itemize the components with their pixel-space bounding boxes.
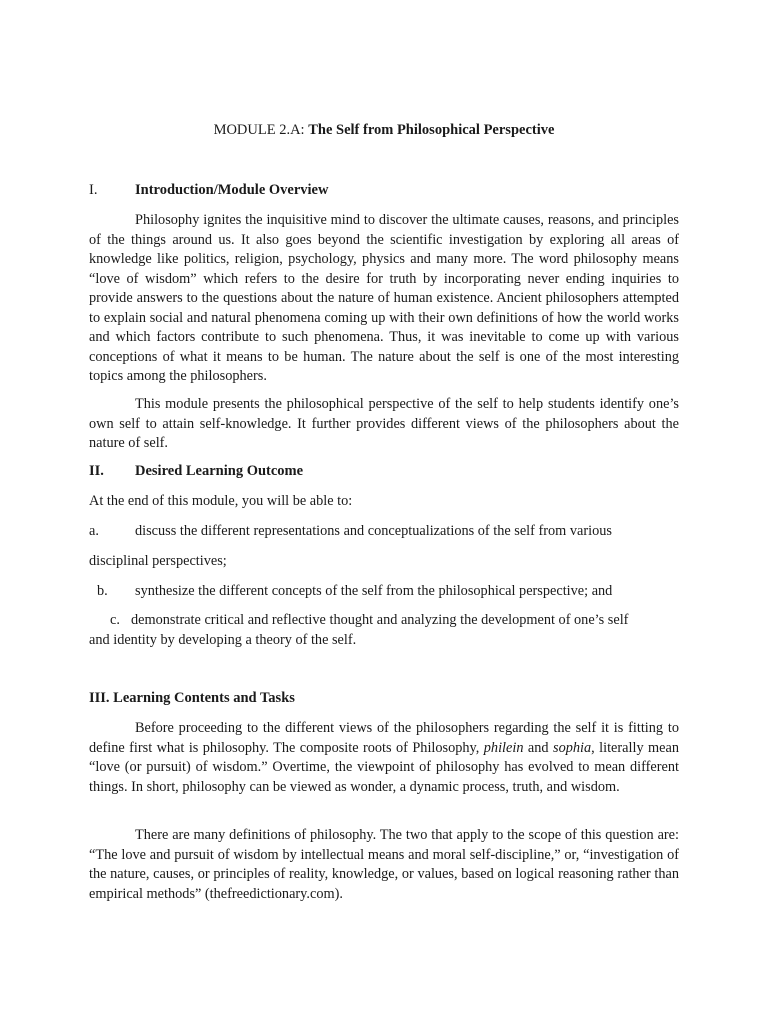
module-number: MODULE 2.A:	[213, 122, 305, 138]
outcome-b-text: synthesize the different concepts of the self from the philosophical perspective; and	[135, 583, 613, 599]
intro-paragraph-2-text: This module presents the philosophical perspective of the self to help students identify one’s own self to attain self-knowledge. It further provides different views of the philosophers about the nature of self.	[89, 396, 679, 451]
section-1-heading: Introduction/Module Overview	[135, 182, 329, 198]
contents-paragraph-1	[89, 719, 679, 797]
intro-paragraph-1-text: Philosophy ignites the inquisitive mind to discover the ultimate causes, reasons, and principles of the things around us. It also goes beyond the scientific investigation by exploring all areas of knowledge like politics, religion, psychology, physics and many more. The word philosophy means “love of wisdom” which refers to the desire for truth by incorporating never ending inquiries to provide answers to the questions about the nature of human existence. Ancient philosophers attempted to explain social and natural phenomena coming up with their own definitions of how the world works and which factors contribute to such phenomena. Thus, it was inevitable to come up with various conceptions of what it means to be human. The nature about the self is one of the most interesting topics among the philosophers.	[89, 212, 679, 384]
outcome-c-continued: and identity by developing a theory of the self.	[89, 632, 357, 648]
contents-paragraph-1-lead: Before proceeding to the different views of the philosophers regarding the self it is fitting to define first what is philosophy. The composite roots of Philosophy,	[89, 720, 679, 756]
contents-paragraph-1-rest: , literally mean “love (or pursuit) of wisdom.” Overtime, the viewpoint of philosophy has evolved to mean different things. In short, philosophy can be viewed as wonder, a dynamic process, truth, and wisdom.	[89, 739, 679, 795]
contents-paragraph-1-and: and	[523, 739, 553, 756]
module-topic: The Self from Philosophical Perspective	[308, 122, 555, 138]
term-sophia: sophia	[553, 739, 592, 756]
term-philein: philein	[483, 739, 524, 756]
contents-paragraph-2	[89, 826, 679, 904]
intro-paragraph-1	[89, 211, 679, 387]
contents-paragraph-2-text: There are many definitions of philosophy. The two that apply to the scope of this question are: “The love and pursuit of wisdom by intellectual means and moral self-discipline,” or, “investigation of the nature, causes, or principles of reality, knowledge, or values, based on logical reasoning rather than empirical methods” (thefreedictionary.com).	[89, 827, 679, 902]
section-2-heading: Desired Learning Outcome	[135, 463, 304, 479]
module-title	[0, 122, 768, 139]
outcome-intro: At the end of this module, you will be able to:	[89, 493, 353, 509]
section-1-numeral: I.	[89, 182, 98, 198]
section-2-numeral: II.	[89, 463, 104, 479]
outcome-c-marker: c.	[110, 612, 120, 628]
intro-paragraph-2	[89, 395, 679, 454]
outcome-a-continued: disciplinal perspectives;	[89, 553, 227, 569]
outcome-b-marker: b.	[97, 583, 108, 599]
outcome-a-text: discuss the different representations and conceptualizations of the self from various	[135, 523, 612, 539]
section-3-heading: III. Learning Contents and Tasks	[89, 690, 295, 706]
outcome-c-text: demonstrate critical and reflective thought and analyzing the development of one’s self	[131, 612, 629, 628]
outcome-a-marker: a.	[89, 523, 99, 539]
